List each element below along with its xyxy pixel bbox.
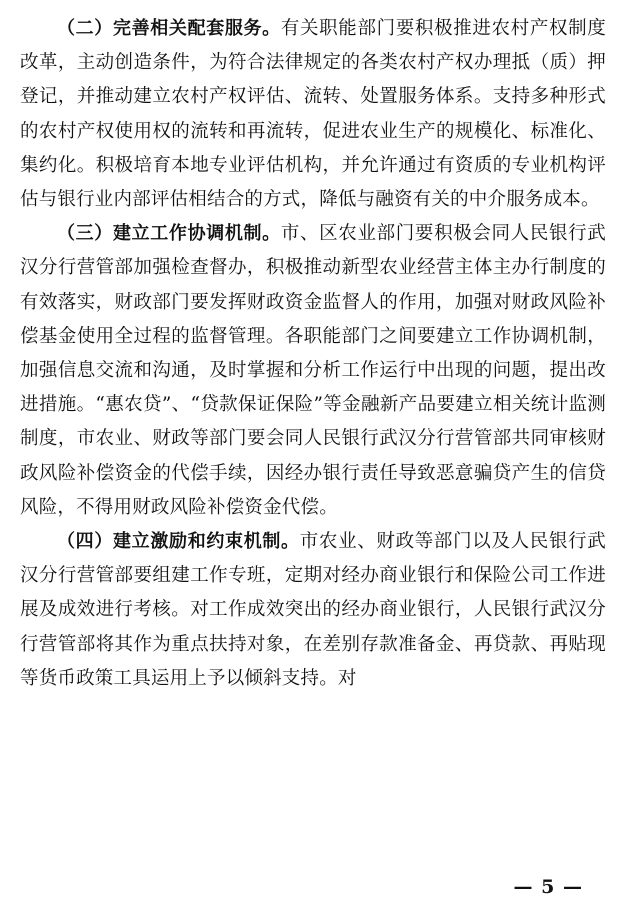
paragraph-body: 市、区农业部门要积极会同人民银行武汉分行营管部加强检查督办，积极推动新型农业经营主体主办行制度的有效落实，财政部门要发挥财政资金监督人的作用，加强对财政风险补偿基金使用全过程的监督管理。各职能部门之间要建立工作协调机制，加强信息交流和沟通，及时掌握和分析工作运行中出现的问题，提出改进措施。“惠农贷”、“贷款保证保险”等金融新产品要建立相关统计监测制度，市农业、财政等部门要会同人民银行武汉分行营管部共同审核财政风险补偿资金的代偿手续，因经办银行责任导致恶意骗贷产生的信贷风险，不得用财政风险补偿资金代偿。 bbox=[20, 223, 606, 518]
paragraph-heading: （三）建立工作协调机制。 bbox=[57, 223, 281, 245]
paragraph-supporting-services bbox=[20, 12, 606, 217]
document-page bbox=[20, 12, 606, 696]
page-number: — 5 — bbox=[513, 876, 583, 898]
paragraph-body: 市农业、财政等部门以及人民银行武汉分行营管部要组建工作专班，定期对经办商业银行和保险公司工作进展及成效进行考核。对工作成效突出的经办商业银行，人民银行武汉分行营管部将其作为重点扶持对象，在差别存款准备金、再贷款、再贴现等货币政策工具运用上予以倾斜支持。对 bbox=[20, 531, 607, 689]
paragraph-incentive-mechanism bbox=[20, 525, 606, 696]
paragraph-heading: （二）完善相关配套服务。 bbox=[57, 18, 281, 39]
paragraph-heading: （四）建立激励和约束机制。 bbox=[57, 531, 300, 553]
paragraph-coordination-mechanism bbox=[20, 217, 606, 525]
paragraph-body: 有关职能部门要积极推进农村产权制度改革，主动创造条件，为符合法律规定的各类农村产权办理抵（质）押登记，并推动建立农村产权评估、流转、处置服务体系。支持多种形式的农村产权使用权的流转和再流转，促进农业生产的规模化、标准化、集约化。积极培育本地专业评估机构，并允许通过有资质的专业机构评估与银行业内部评估相结合的方式，降低与融资有关的中介服务成本。 bbox=[20, 18, 606, 211]
